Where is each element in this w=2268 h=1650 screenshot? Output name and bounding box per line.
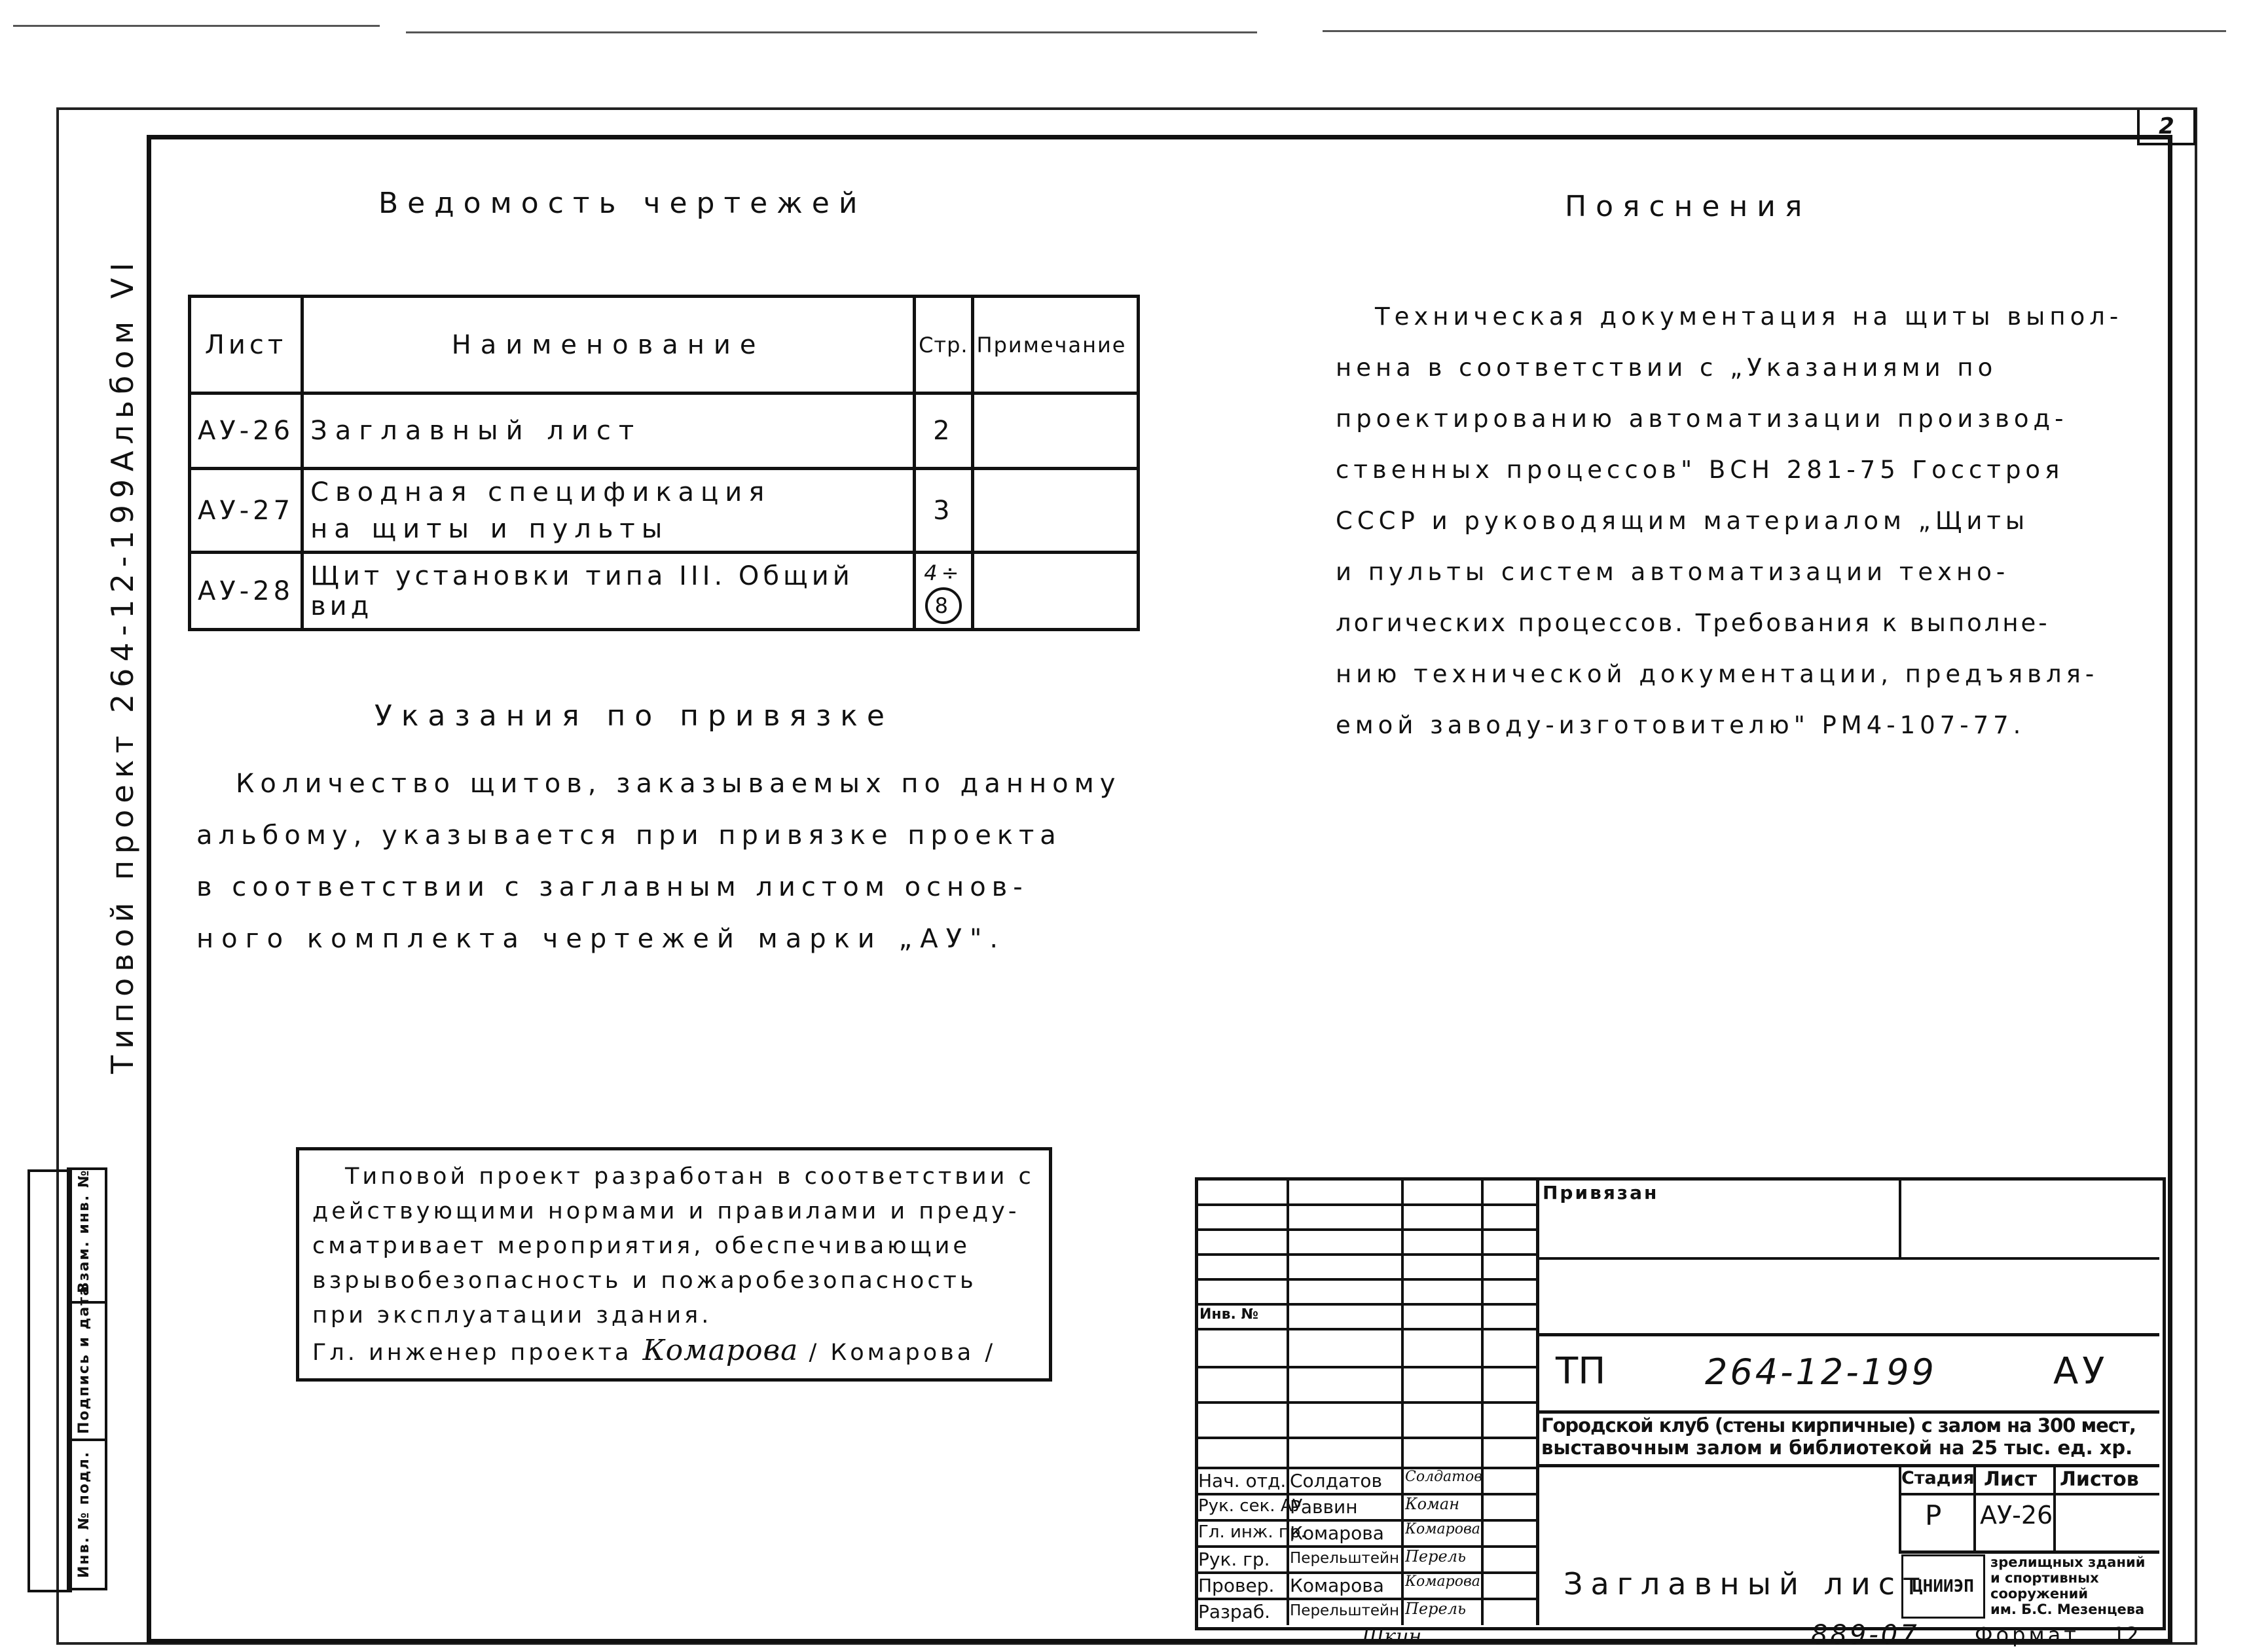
staff-name: Комарова bbox=[1290, 1522, 1384, 1544]
row-note bbox=[972, 553, 1138, 630]
row-sheet: АУ-28 bbox=[190, 553, 302, 630]
table-row bbox=[190, 553, 1139, 630]
row-sheet: АУ-26 bbox=[190, 394, 302, 469]
archive-number: 889-07 bbox=[1811, 1620, 1920, 1650]
binding-line: в соответствии с заглавным листом основ- bbox=[196, 872, 1029, 902]
staff-role: Разраб. bbox=[1198, 1601, 1271, 1622]
binding-line: ного комплекта чертежей марки „АУ". bbox=[196, 924, 1006, 954]
table-header-row bbox=[190, 297, 1139, 394]
tb-grid-line bbox=[1195, 1493, 1536, 1495]
bound-label: Привязан bbox=[1543, 1182, 1659, 1203]
table-row bbox=[190, 394, 1139, 469]
drawing-mark: АУ bbox=[2053, 1350, 2109, 1393]
explanations-line: логических процессов. Требования к выполне- bbox=[1336, 609, 2050, 637]
scan-edge-line bbox=[13, 25, 380, 27]
row-page: 3 bbox=[915, 469, 972, 553]
tb-grid-line bbox=[2053, 1464, 2056, 1550]
staff-name: Раввин bbox=[1290, 1496, 1358, 1518]
explanations-line: СССР и руководящим материалом „Щиты bbox=[1336, 507, 2030, 535]
stage-header: Стадия bbox=[1901, 1468, 1975, 1488]
row-name: Заглавный лист bbox=[302, 394, 915, 469]
explanations-text bbox=[1336, 291, 2123, 751]
sidebar-label-inv-podl: Инв. № подл. bbox=[76, 1450, 92, 1578]
org-name-line2: и спортивных bbox=[1990, 1570, 2099, 1586]
sheets-header: Листов bbox=[2060, 1468, 2139, 1491]
row-page bbox=[915, 553, 972, 630]
row-name-line1: Сводная спецификация bbox=[310, 477, 771, 507]
binding-line: Количество щитов, заказываемых по данному bbox=[236, 769, 1122, 799]
tb-grid-line bbox=[1899, 1493, 2159, 1495]
header-sheet: Лист bbox=[190, 297, 302, 394]
stage-value: Р bbox=[1925, 1499, 1942, 1531]
compliance-line: Типовой проект разработан в соответствии с bbox=[345, 1164, 1034, 1190]
signer-label: Гл. инженер проекта bbox=[312, 1340, 632, 1366]
header-name: Наименование bbox=[302, 297, 915, 394]
tb-grid-line bbox=[1195, 1401, 1536, 1404]
explanations-line: проектированию автоматизации производ- bbox=[1336, 405, 2068, 433]
tb-grid-line bbox=[1195, 1366, 1536, 1368]
sidebar-label-signature-date: Подпись и дата bbox=[76, 1285, 92, 1434]
explanations-line: нена в соответствии с „Указаниями по bbox=[1336, 354, 1998, 382]
sheet-header: Лист bbox=[1984, 1468, 2038, 1491]
org-logo-text: ЦНИИЭП bbox=[1912, 1577, 1974, 1596]
tb-grid-line bbox=[1899, 1177, 1901, 1257]
staff-role: Рук. сек. АУ bbox=[1198, 1496, 1303, 1516]
row-name: Щит установки типа III. Общий вид bbox=[302, 553, 915, 630]
header-page: Стр. bbox=[915, 297, 972, 394]
binding-title: Указания по привязке bbox=[375, 699, 894, 733]
explanations-line: Техническая документация на щиты выпол- bbox=[1375, 302, 2123, 331]
row-name bbox=[302, 469, 915, 553]
sheet-number: 2 bbox=[2137, 110, 2196, 145]
tb-grid-line bbox=[1195, 1571, 1536, 1574]
compliance-line: при эксплуатации здания. bbox=[312, 1302, 712, 1329]
explanations-line: ственных процессов" ВСН 281-75 Госстроя bbox=[1336, 456, 2064, 484]
signer-name: Комарова bbox=[830, 1340, 975, 1366]
staff-role: Провер. bbox=[1198, 1575, 1275, 1596]
tb-grid-line bbox=[1536, 1257, 2159, 1260]
tb-grid-line bbox=[1195, 1545, 1536, 1548]
staff-signature: Коман bbox=[1405, 1495, 1460, 1513]
tb-grid-line bbox=[1195, 1519, 1536, 1522]
signature: Комарова bbox=[642, 1334, 799, 1367]
drawings-list-title: Ведомость чертежей bbox=[378, 187, 867, 220]
compliance-signature-line: Гл. инженер проекта Комарова / Комарова / bbox=[312, 1334, 997, 1367]
tb-grid-line bbox=[1536, 1333, 2159, 1336]
staff-signature: Перель bbox=[1405, 1600, 1467, 1618]
sidebar-label-replace-inv: Взам. инв. № bbox=[76, 1169, 92, 1293]
row-note bbox=[972, 394, 1138, 469]
sheet-title: Заглавный лист bbox=[1564, 1566, 1928, 1602]
explanations-line: емой заводу-изготовителю" РМ4-107-77. bbox=[1336, 711, 2026, 739]
row-sheet: АУ-27 bbox=[190, 469, 302, 553]
format-value: 12 bbox=[2112, 1622, 2139, 1647]
staff-name: Комарова bbox=[1290, 1575, 1384, 1596]
org-name-line3: сооружений bbox=[1990, 1586, 2089, 1602]
explanations-line: нию технической документации, предъявля- bbox=[1336, 660, 2099, 688]
object-name-line1: Городской клуб (стены кирпичные) с залом на 300 мест, bbox=[1541, 1414, 2136, 1437]
staff-role: Гл. инж. пр. bbox=[1198, 1522, 1306, 1542]
header-note: Примечание bbox=[972, 297, 1138, 394]
compliance-line: сматривает мероприятия, обеспечивающие bbox=[312, 1233, 970, 1259]
object-name-line2: выставочным залом и библиотекой на 25 тыс. ед. хр. bbox=[1541, 1437, 2133, 1459]
project-code: 264-12-199 bbox=[1705, 1351, 1937, 1393]
sheet-value: АУ-26 bbox=[1980, 1501, 2053, 1530]
project-code-label: Типовой проект 264-12-199 bbox=[105, 472, 140, 1074]
tb-grid-line bbox=[1195, 1328, 1536, 1330]
tb-grid-line bbox=[1195, 1253, 1536, 1256]
compliance-note-box bbox=[296, 1147, 1052, 1382]
org-logo bbox=[1901, 1554, 1985, 1619]
tb-grid-line bbox=[1195, 1303, 1536, 1306]
staff-name: Солдатов bbox=[1290, 1470, 1383, 1492]
staff-role: Нач. отд. bbox=[1198, 1470, 1287, 1492]
staff-signature: Комарова bbox=[1405, 1573, 1480, 1590]
row-note bbox=[972, 469, 1138, 553]
copy-signature: Шкин bbox=[1362, 1625, 1422, 1648]
org-name-line1: зрелищных зданий bbox=[1990, 1554, 2146, 1570]
table-row bbox=[190, 469, 1139, 553]
tb-grid-line bbox=[1195, 1598, 1536, 1600]
org-name-line4: им. Б.С. Мезенцева bbox=[1990, 1602, 2145, 1617]
staff-name: Перельштейн bbox=[1290, 1550, 1400, 1567]
row-page: 2 bbox=[915, 394, 972, 469]
staff-signature: Солдатов bbox=[1405, 1469, 1483, 1485]
tb-grid-line bbox=[1536, 1410, 2159, 1414]
scan-edge-line bbox=[1323, 30, 2226, 32]
staff-name: Перельштейн bbox=[1290, 1602, 1400, 1619]
compliance-line: действующими нормами и правилами и преду- bbox=[312, 1198, 1020, 1224]
tb-grid-line bbox=[1195, 1278, 1536, 1281]
tb-grid-line bbox=[1195, 1437, 1536, 1439]
tb-grid-line bbox=[1195, 1467, 1536, 1469]
explanations-line: и пульты систем автоматизации техно- bbox=[1336, 558, 2010, 586]
inv-label: Инв. № bbox=[1199, 1306, 1259, 1323]
drawings-table bbox=[188, 295, 1140, 631]
code-prefix: ТП bbox=[1556, 1350, 1606, 1393]
binding-text bbox=[196, 758, 1121, 965]
explanations-title: Пояснения bbox=[1565, 190, 1812, 223]
tb-grid-line bbox=[1899, 1550, 2159, 1554]
tb-grid-line bbox=[1536, 1464, 2159, 1467]
compliance-line: взрывобезопасность и пожаробезопасность bbox=[312, 1268, 977, 1294]
tb-grid-line bbox=[1536, 1177, 1539, 1625]
row-page-range: 4÷ bbox=[924, 560, 963, 585]
tb-grid-line bbox=[1195, 1228, 1536, 1231]
scan-edge-line bbox=[406, 31, 1257, 33]
row-page-circled: 8 bbox=[925, 587, 962, 624]
staff-signature: Перель bbox=[1405, 1547, 1467, 1566]
album-label: Альбом VI bbox=[105, 256, 140, 471]
binding-line: альбому, указывается при привязке проекта bbox=[196, 820, 1062, 851]
row-name-line2: на щиты и пульты bbox=[310, 513, 669, 544]
tb-grid-line bbox=[1195, 1203, 1536, 1206]
staff-role: Рук. гр. bbox=[1198, 1549, 1270, 1570]
staff-signature: Комарова bbox=[1405, 1521, 1480, 1537]
format-label: Формат bbox=[1975, 1622, 2079, 1647]
